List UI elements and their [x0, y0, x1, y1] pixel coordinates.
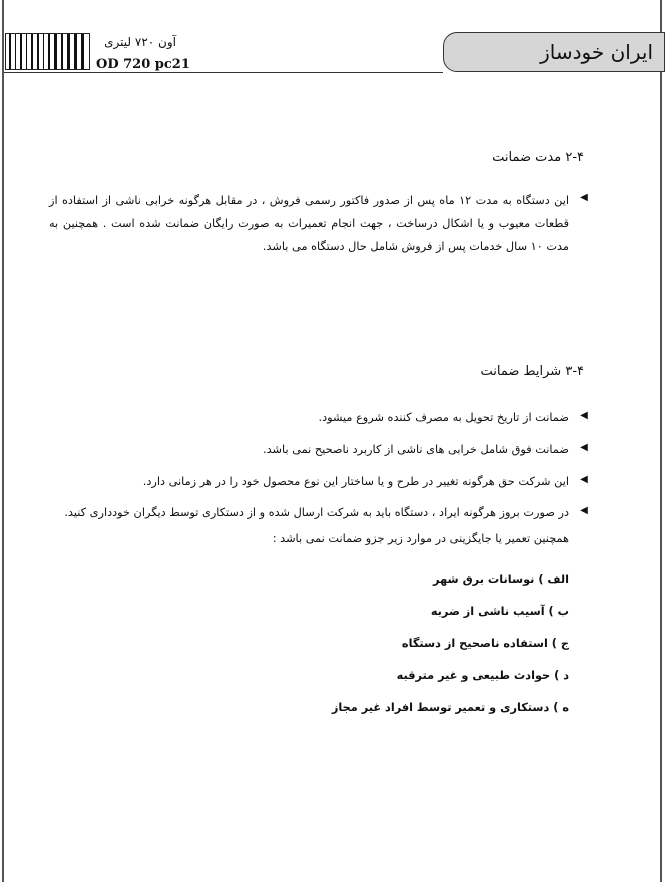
warranty-period-paragraph: این دستگاه به مدت ۱۲ ماه پس از صدور فاکتور رسمی فروش ، در مقابل هرگونه خرابی ناشی از استفاده از قطعات معیوب و یا اشکال درساخت ، جهت انجام تعمیرات به صورت رایگان ضمانت شده است . همچنین به مدت ۱۰ سال خدمات پس از فروش شامل حال دستگاه می باشد.: [49, 194, 569, 253]
exclusion-item: د ) حوادث طبیعی و غیر مترقبه: [396, 669, 569, 682]
exclusion-item: ب ) آسیب ناشی از ضربه: [430, 605, 569, 618]
bullet-arrow-icon: ◀: [580, 474, 588, 485]
brand-title: ایران خودساز: [540, 40, 653, 64]
warranty-term-bullet: این شرکت حق هرگونه تغییر در طرح و یا ساختار این نوع محصول خود را در هر زمانی دارد.: [142, 475, 569, 488]
model-name: آون ۷۲۰ لیتری: [104, 35, 176, 49]
warranty-term-bullet: در صورت بروز هرگونه ایراد ، دستگاه باید به شرکت ارسال شده و از دستکاری توسط دیگران خودداری کنید.: [64, 506, 569, 519]
bullet-arrow-icon: ◀: [580, 192, 588, 203]
exclusion-item: ه ) دستکاری و تعمیر توسط افراد غیر مجاز: [331, 701, 569, 714]
header-divider: [4, 72, 443, 73]
section-heading-warranty-terms: ۳-۴ شرایط ضمانت: [480, 364, 584, 379]
warranty-terms-continuation: همچنین تعمیر یا جایگزینی در موارد زیر جزو ضمانت نمی باشد :: [272, 532, 569, 545]
model-code: OD 720 pc21: [96, 57, 190, 72]
warranty-term-bullet: ضمانت فوق شامل خرابی های ناشی از کاربرد ناصحیح نمی باشد.: [263, 443, 569, 456]
exclusion-item: ج ) استفاده ناصحیح از دستگاه: [401, 637, 569, 650]
bullet-arrow-icon: ◀: [580, 410, 588, 421]
bullet-arrow-icon: ◀: [580, 505, 588, 516]
exclusion-item: الف ) نوسانات برق شهر: [433, 573, 569, 586]
section-heading-warranty-period: ۲-۴ مدت ضمانت: [492, 150, 584, 165]
bullet-arrow-icon: ◀: [580, 442, 588, 453]
barcode-graphic: [5, 33, 90, 70]
warranty-term-bullet: ضمانت از تاریخ تحویل به مصرف کننده شروع میشود.: [318, 411, 569, 424]
